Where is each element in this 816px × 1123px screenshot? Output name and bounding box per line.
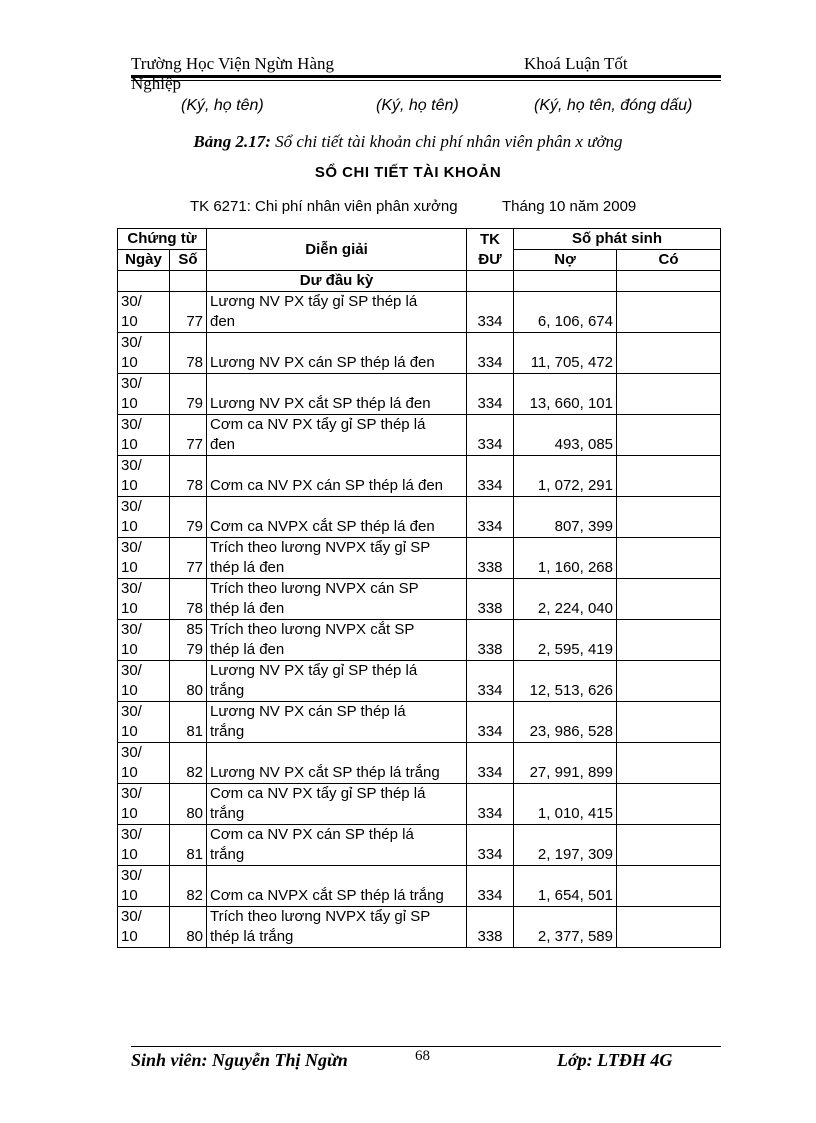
voucher-number-cell-line: 80 <box>186 928 203 945</box>
date-cell <box>118 497 170 538</box>
header-description: Diễn giải <box>207 229 467 271</box>
credit-cell <box>617 538 721 579</box>
voucher-number-cell-line: 77 <box>186 313 203 330</box>
credit-cell <box>617 661 721 702</box>
voucher-number-cell <box>170 702 207 743</box>
debit-cell: 807, 399 <box>514 497 617 538</box>
date-cell <box>118 907 170 948</box>
table-row <box>118 743 721 784</box>
date-cell <box>118 702 170 743</box>
voucher-number-cell-line: 77 <box>186 436 203 453</box>
voucher-number-cell-line <box>173 374 203 394</box>
table-row <box>118 333 721 374</box>
date-cell <box>118 825 170 866</box>
voucher-number-cell-line: 81 <box>186 846 203 863</box>
voucher-number-cell <box>170 620 207 661</box>
description-cell <box>207 579 467 620</box>
description-cell-line: Cơm ca NV PX tẩy gỉ SP thép lá <box>210 785 426 802</box>
account-cell: 334 <box>467 374 514 415</box>
date-cell-line: 10 <box>121 600 138 617</box>
account-cell: 334 <box>467 866 514 907</box>
description-cell-line: Cơm ca NV PX cán SP thép lá đen <box>210 477 444 494</box>
credit-cell <box>617 825 721 866</box>
description-cell-line: Lương NV PX cán SP thép lá <box>210 703 406 720</box>
voucher-number-cell-line <box>173 825 203 845</box>
ledger-table <box>117 228 721 948</box>
page-title: SỔ CHI TIẾT TÀI KHOẢN <box>314 164 502 181</box>
credit-cell <box>617 292 721 333</box>
date-cell-line: 10 <box>121 436 138 453</box>
voucher-number-cell <box>170 292 207 333</box>
date-cell-line: 10 <box>121 764 138 781</box>
account-cell: 338 <box>467 620 514 661</box>
header-thesis-wrap: Nghiệp <box>131 74 182 93</box>
date-cell-line: 30/ <box>121 293 142 310</box>
debit-cell: 2, 197, 309 <box>514 825 617 866</box>
date-cell-line: 30/ <box>121 744 142 761</box>
description-cell-line: đen <box>210 436 236 453</box>
description-cell <box>207 620 467 661</box>
date-cell-line: 30/ <box>121 908 142 925</box>
credit-cell <box>617 702 721 743</box>
header-credit: Có <box>617 250 721 271</box>
voucher-number-cell-line: 79 <box>186 518 203 535</box>
description-cell-line: Lương NV PX cắt SP thép lá trắng <box>210 764 440 781</box>
debit-cell: 1, 160, 268 <box>514 538 617 579</box>
voucher-number-cell-line: 80 <box>186 805 203 822</box>
description-cell-line: Lương NV PX tẩy gỉ SP thép lá <box>210 662 418 679</box>
header-thesis: Khoá Luận Tốt <box>524 54 628 73</box>
table-row <box>118 620 721 661</box>
voucher-number-cell <box>170 456 207 497</box>
date-cell <box>118 661 170 702</box>
table-row <box>118 292 721 333</box>
account-cell: 334 <box>467 784 514 825</box>
description-cell <box>207 497 467 538</box>
account-cell: 334 <box>467 743 514 784</box>
description-cell-line: Cơm ca NV PX cán SP thép lá <box>210 826 414 843</box>
debit-cell: 1, 010, 415 <box>514 784 617 825</box>
voucher-number-cell-line <box>173 702 203 722</box>
debit-cell: 12, 513, 626 <box>514 661 617 702</box>
voucher-number-cell-line <box>173 866 203 886</box>
description-cell-line: thép lá đen <box>210 600 285 617</box>
date-cell <box>118 579 170 620</box>
description-cell <box>207 866 467 907</box>
voucher-number-cell-line: 79 <box>186 641 203 658</box>
voucher-number-cell-line: 82 <box>186 887 203 904</box>
voucher-number-cell-line <box>173 661 203 681</box>
description-cell <box>207 374 467 415</box>
table-row <box>118 661 721 702</box>
table-caption <box>0 132 816 152</box>
description-cell-line: Trích theo lương NVPX tẩy gỉ SP <box>210 539 431 556</box>
description-cell <box>207 784 467 825</box>
debit-cell: 23, 986, 528 <box>514 702 617 743</box>
voucher-number-cell-line: 82 <box>186 764 203 781</box>
debit-cell: 6, 106, 674 <box>514 292 617 333</box>
description-cell <box>207 907 467 948</box>
date-cell-line: 30/ <box>121 703 142 720</box>
table-row <box>118 825 721 866</box>
account-cell: 334 <box>467 292 514 333</box>
description-cell-line <box>210 374 463 394</box>
description-cell-line: đen <box>210 313 236 330</box>
voucher-number-cell <box>170 415 207 456</box>
voucher-number-cell-line: 80 <box>186 682 203 699</box>
credit-cell <box>617 784 721 825</box>
account-cell: 338 <box>467 579 514 620</box>
debit-cell: 27, 991, 899 <box>514 743 617 784</box>
credit-cell <box>617 333 721 374</box>
account-cell: 334 <box>467 333 514 374</box>
description-cell-line: Cơm ca NVPX cắt SP thép lá trắng <box>210 887 444 904</box>
header-arising: Số phát sinh <box>514 229 721 250</box>
date-cell-line: 10 <box>121 518 138 535</box>
table-row <box>118 579 721 620</box>
description-cell-line: thép lá đen <box>210 559 285 576</box>
description-cell-line: thép lá trắng <box>210 928 294 945</box>
footer-rule <box>131 1046 721 1047</box>
voucher-number-cell-line <box>173 907 203 927</box>
description-cell <box>207 702 467 743</box>
voucher-number-cell <box>170 784 207 825</box>
voucher-number-cell-line <box>173 538 203 558</box>
opening-balance-row <box>118 271 721 292</box>
date-cell-line: 10 <box>121 641 138 658</box>
table-row <box>118 415 721 456</box>
opening-balance-label: Dư đầu kỳ <box>207 271 467 292</box>
debit-cell: 2, 595, 419 <box>514 620 617 661</box>
account-cell: 334 <box>467 415 514 456</box>
account-name: TK 6271: Chi phí nhân viên phân xưởng <box>190 198 458 215</box>
header-account-bottom: ĐƯ <box>478 250 502 268</box>
date-cell-line: 10 <box>121 887 138 904</box>
date-cell-line: 10 <box>121 477 138 494</box>
credit-cell <box>617 497 721 538</box>
voucher-number-cell-line: 81 <box>186 723 203 740</box>
voucher-number-cell-line: 79 <box>186 395 203 412</box>
voucher-number-cell-line <box>173 456 203 476</box>
table-row <box>118 866 721 907</box>
description-cell-line: Lương NV PX cắt SP thép lá đen <box>210 395 431 412</box>
voucher-number-cell-line <box>173 333 203 353</box>
description-cell-line: thép lá đen <box>210 641 285 658</box>
date-cell <box>118 866 170 907</box>
date-cell-line: 10 <box>121 682 138 699</box>
description-cell <box>207 743 467 784</box>
account-cell: 334 <box>467 702 514 743</box>
voucher-number-cell-line <box>173 784 203 804</box>
date-cell <box>118 333 170 374</box>
description-cell-line <box>210 866 463 886</box>
account-cell: 338 <box>467 538 514 579</box>
date-cell-line: 30/ <box>121 539 142 556</box>
table-row <box>118 497 721 538</box>
date-cell-line: 10 <box>121 354 138 371</box>
description-cell-line: Lương NV PX cán SP thép lá đen <box>210 354 435 371</box>
signature-label-2: (Ký, họ tên) <box>376 97 459 114</box>
voucher-number-cell-line: 78 <box>186 600 203 617</box>
voucher-number-cell-line: 78 <box>186 477 203 494</box>
credit-cell <box>617 866 721 907</box>
voucher-number-cell-line: 78 <box>186 354 203 371</box>
credit-cell <box>617 374 721 415</box>
description-cell <box>207 538 467 579</box>
account-cell: 334 <box>467 456 514 497</box>
voucher-number-cell <box>170 333 207 374</box>
header-account-top: TK <box>480 230 500 248</box>
date-cell-line: 30/ <box>121 498 142 515</box>
date-cell-line: 30/ <box>121 457 142 474</box>
voucher-number-cell <box>170 866 207 907</box>
credit-cell <box>617 907 721 948</box>
voucher-number-cell-line <box>173 292 203 312</box>
voucher-number-cell-line: 85 <box>186 621 203 638</box>
description-cell-line: Trích theo lương NVPX cắt SP <box>210 621 415 638</box>
table-row <box>118 907 721 948</box>
credit-cell <box>617 579 721 620</box>
date-cell <box>118 784 170 825</box>
table-row <box>118 538 721 579</box>
date-cell-line: 10 <box>121 559 138 576</box>
header-date: Ngày <box>118 250 170 271</box>
page-number: 68 <box>415 1048 430 1064</box>
header-debit: Nợ <box>514 250 617 271</box>
voucher-number-cell-line <box>173 497 203 517</box>
credit-cell <box>617 620 721 661</box>
date-cell-line: 30/ <box>121 416 142 433</box>
date-cell-line: 30/ <box>121 375 142 392</box>
date-cell-line: 30/ <box>121 785 142 802</box>
debit-cell: 2, 377, 589 <box>514 907 617 948</box>
description-cell <box>207 456 467 497</box>
description-cell <box>207 825 467 866</box>
account-cell: 334 <box>467 661 514 702</box>
voucher-number-cell-line <box>173 415 203 435</box>
header-school: Trường Học Viện Ngừn Hàng <box>131 54 335 73</box>
voucher-number-cell <box>170 907 207 948</box>
date-cell-line: 30/ <box>121 867 142 884</box>
date-cell-line: 10 <box>121 313 138 330</box>
description-cell-line: trắng <box>210 805 245 822</box>
table-row <box>118 374 721 415</box>
date-cell <box>118 538 170 579</box>
account-cell: 334 <box>467 497 514 538</box>
date-cell-line: 10 <box>121 846 138 863</box>
description-cell-line: Trích theo lương NVPX tẩy gỉ SP <box>210 908 431 925</box>
date-cell <box>118 292 170 333</box>
voucher-number-cell-line <box>173 579 203 599</box>
voucher-number-cell <box>170 825 207 866</box>
debit-cell: 2, 224, 040 <box>514 579 617 620</box>
date-cell-line: 10 <box>121 805 138 822</box>
date-cell <box>118 415 170 456</box>
description-cell-line: Cơm ca NV PX tẩy gỉ SP thép lá <box>210 416 426 433</box>
footer-class: Lớp: LTĐH 4G <box>557 1050 673 1070</box>
voucher-number-cell <box>170 374 207 415</box>
account-cell: 334 <box>467 825 514 866</box>
voucher-number-cell <box>170 497 207 538</box>
date-cell <box>118 620 170 661</box>
voucher-number-cell <box>170 743 207 784</box>
period-label: Tháng 10 năm 2009 <box>502 198 637 215</box>
debit-cell: 1, 072, 291 <box>514 456 617 497</box>
header-voucher: Chứng từ <box>118 229 207 250</box>
header-number: Số <box>170 250 207 271</box>
description-cell <box>207 415 467 456</box>
date-cell-line: 30/ <box>121 580 142 597</box>
credit-cell <box>617 743 721 784</box>
caption-label: Bảng 2.17: <box>193 132 271 151</box>
credit-cell <box>617 456 721 497</box>
description-cell <box>207 292 467 333</box>
signature-label-1: (Ký, họ tên) <box>181 97 264 114</box>
date-cell-line: 30/ <box>121 662 142 679</box>
signature-label-3: (Ký, họ tên, đóng dấu) <box>534 97 693 114</box>
voucher-number-cell <box>170 538 207 579</box>
description-cell-line <box>210 456 463 476</box>
description-cell <box>207 333 467 374</box>
table-row <box>118 702 721 743</box>
debit-cell: 13, 660, 101 <box>514 374 617 415</box>
description-cell-line: trắng <box>210 682 245 699</box>
table-row <box>118 456 721 497</box>
description-cell-line: Cơm ca NVPX cắt SP thép lá đen <box>210 518 435 535</box>
description-cell-line <box>210 743 463 763</box>
description-cell-line: trắng <box>210 723 245 740</box>
voucher-number-cell <box>170 661 207 702</box>
date-cell <box>118 743 170 784</box>
header-rule-thin <box>131 80 721 81</box>
date-cell-line: 30/ <box>121 826 142 843</box>
credit-cell <box>617 415 721 456</box>
date-cell-line: 30/ <box>121 621 142 638</box>
account-cell: 338 <box>467 907 514 948</box>
debit-cell: 11, 705, 472 <box>514 333 617 374</box>
debit-cell: 1, 654, 501 <box>514 866 617 907</box>
footer-student: Sinh viên: Nguyễn Thị Ngừn <box>131 1050 348 1070</box>
date-cell-line: 10 <box>121 723 138 740</box>
description-cell <box>207 661 467 702</box>
table-row <box>118 784 721 825</box>
description-cell-line: trắng <box>210 846 245 863</box>
date-cell-line: 10 <box>121 395 138 412</box>
date-cell <box>118 456 170 497</box>
date-cell-line: 10 <box>121 928 138 945</box>
debit-cell: 493, 085 <box>514 415 617 456</box>
date-cell <box>118 374 170 415</box>
caption-text: Sổ chi tiết tài khoản chi phí nhân viên phân x ưởng <box>270 132 623 151</box>
voucher-number-cell <box>170 579 207 620</box>
voucher-number-cell-line: 77 <box>186 559 203 576</box>
description-cell-line <box>210 333 463 353</box>
description-cell-line <box>210 497 463 517</box>
voucher-number-cell-line <box>173 743 203 763</box>
date-cell-line: 30/ <box>121 334 142 351</box>
header-account <box>467 229 514 271</box>
description-cell-line: Trích theo lương NVPX cán SP <box>210 580 419 597</box>
description-cell-line: Lương NV PX tẩy gỉ SP thép lá <box>210 293 418 310</box>
header-rule-thick <box>131 75 721 78</box>
